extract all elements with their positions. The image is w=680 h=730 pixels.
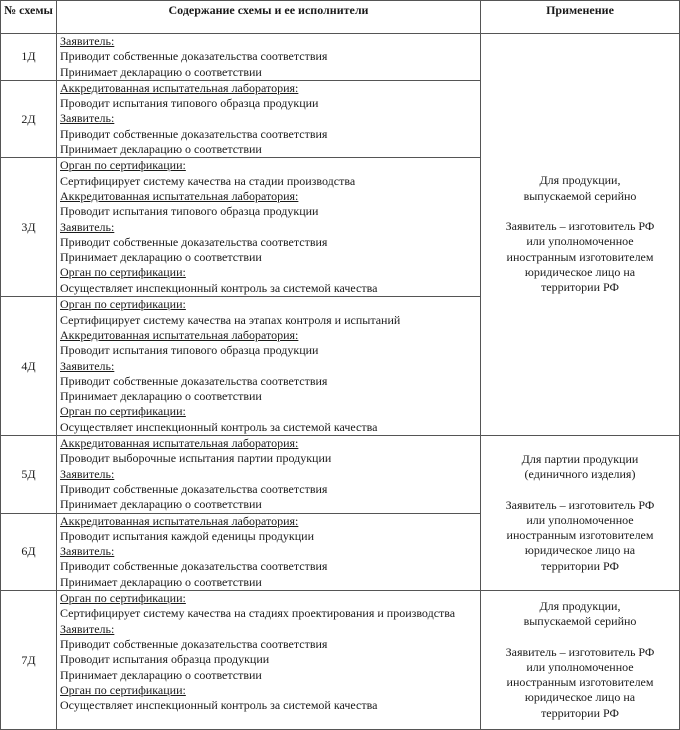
scheme-number: 1Д <box>1 34 57 81</box>
header-scheme-number: № схемы <box>1 1 57 34</box>
application-text: юридическое лицо на <box>524 264 636 279</box>
scheme-number: 7Д <box>1 591 57 730</box>
application-text: юридическое лицо на <box>524 690 636 705</box>
executor-action: Проводит испытания образца продукции <box>60 652 270 667</box>
executor-action: Проводит испытания типового образца продукции <box>60 204 319 219</box>
scheme-number: 2Д <box>1 80 57 157</box>
scheme-application <box>481 34 680 436</box>
application-text: территории РФ <box>541 705 619 720</box>
application-text: юридическое лицо на <box>524 543 636 558</box>
executor-action: Приводит собственные доказательства соответствия <box>60 636 328 651</box>
executor-action: Принимает декларацию о соответствии <box>60 667 262 682</box>
executor-label: Аккредитованная испытательная лаборатория: <box>60 513 299 528</box>
executor-action: Принимает декларацию о соответствии <box>60 497 262 512</box>
application-text: Заявитель – изготовитель РФ <box>505 644 655 659</box>
executor-label: Орган по сертификации: <box>60 591 186 606</box>
executor-action: Сертифицирует систему качества на этапах контроля и испытаний <box>60 312 401 327</box>
application-text: Для продукции, <box>539 173 621 188</box>
executor-action: Проводит испытания типового образца продукции <box>60 96 319 111</box>
executor-action: Принимает декларацию о соответствии <box>60 389 262 404</box>
scheme-content <box>57 436 481 513</box>
executor-label: Орган по сертификации: <box>60 265 186 280</box>
executor-action: Приводит собственные доказательства соответствия <box>60 49 328 64</box>
scheme-number: 5Д <box>1 436 57 513</box>
scheme-content <box>57 591 481 730</box>
application-text: Для партии продукции <box>521 451 639 466</box>
header-scheme-content: Содержание схемы и ее исполнители <box>57 1 481 34</box>
executor-action: Принимает декларацию о соответствии <box>60 142 262 157</box>
executor-action: Приводит собственные доказательства соответствия <box>60 126 328 141</box>
scheme-number: 3Д <box>1 158 57 297</box>
executor-label: Заявитель: <box>60 358 115 373</box>
scheme-row <box>1 436 680 513</box>
scheme-content <box>57 34 481 81</box>
executor-label: Заявитель: <box>60 111 115 126</box>
executor-action: Проводит испытания типового образца продукции <box>60 343 319 358</box>
executor-action: Приводит собственные доказательства соответствия <box>60 481 328 496</box>
executor-action: Осуществляет инспекционный контроль за системой качества <box>60 280 378 295</box>
executor-label: Орган по сертификации: <box>60 158 186 173</box>
application-text: выпускаемой серийно <box>523 188 637 203</box>
application-text: или уполномоченное <box>526 512 634 527</box>
paragraph-gap <box>487 630 673 645</box>
paragraph-gap <box>487 483 673 498</box>
executor-action: Приводит собственные доказательства соответствия <box>60 373 328 388</box>
application-text: Для продукции, <box>539 598 621 613</box>
executor-label: Аккредитованная испытательная лаборатория: <box>60 327 299 342</box>
executor-action: Проводит испытания каждой еденицы продукции <box>60 528 314 543</box>
scheme-content <box>57 158 481 297</box>
application-text: или уполномоченное <box>526 234 634 249</box>
executor-action: Сертифицирует систему качества на стадиях проектирования и производства <box>60 606 456 621</box>
scheme-number: 4Д <box>1 297 57 436</box>
application-text: Заявитель – изготовитель РФ <box>505 497 655 512</box>
application-text: (единичного изделия) <box>524 467 636 482</box>
scheme-application <box>481 591 680 730</box>
application-text: иностранным изготовителем <box>506 249 654 264</box>
scheme-content <box>57 513 481 590</box>
application-text: выпускаемой серийно <box>523 614 637 629</box>
executor-action: Осуществляет инспекционный контроль за системой качества <box>60 698 378 713</box>
scheme-row <box>1 34 680 81</box>
table-header-row <box>1 1 680 34</box>
executor-action: Приводит собственные доказательства соответствия <box>60 234 328 249</box>
executor-label: Заявитель: <box>60 544 115 559</box>
executor-action: Приводит собственные доказательства соответствия <box>60 559 328 574</box>
scheme-row <box>1 591 680 730</box>
executor-label: Орган по сертификации: <box>60 297 186 312</box>
scheme-number: 6Д <box>1 513 57 590</box>
executor-label: Заявитель: <box>60 621 115 636</box>
application-text: территории РФ <box>541 558 619 573</box>
executor-action: Принимает декларацию о соответствии <box>60 250 262 265</box>
executor-label: Аккредитованная испытательная лаборатория: <box>60 436 299 451</box>
paragraph-gap <box>487 204 673 219</box>
executor-action: Осуществляет инспекционный контроль за системой качества <box>60 419 378 434</box>
scheme-application <box>481 436 680 591</box>
application-text: иностранным изготовителем <box>506 675 654 690</box>
executor-action: Принимает декларацию о соответствии <box>60 64 262 79</box>
executor-label: Орган по сертификации: <box>60 404 186 419</box>
executor-label: Аккредитованная испытательная лаборатория: <box>60 188 299 203</box>
executor-label: Заявитель: <box>60 34 115 48</box>
executor-label: Заявитель: <box>60 219 115 234</box>
executor-action: Проводит выборочные испытания партии продукции <box>60 451 332 466</box>
scheme-content <box>57 297 481 436</box>
executor-label: Орган по сертификации: <box>60 682 186 697</box>
executor-label: Заявитель: <box>60 466 115 481</box>
application-text: иностранным изготовителем <box>506 528 654 543</box>
application-text: Заявитель – изготовитель РФ <box>505 219 655 234</box>
header-application: Применение <box>481 1 680 34</box>
executor-label: Аккредитованная испытательная лаборатория: <box>60 80 299 95</box>
application-text: или уполномоченное <box>526 659 634 674</box>
application-text: территории РФ <box>541 280 619 295</box>
scheme-content <box>57 80 481 157</box>
executor-action: Сертифицирует систему качества на стадии производства <box>60 173 356 188</box>
executor-action: Принимает декларацию о соответствии <box>60 574 262 589</box>
